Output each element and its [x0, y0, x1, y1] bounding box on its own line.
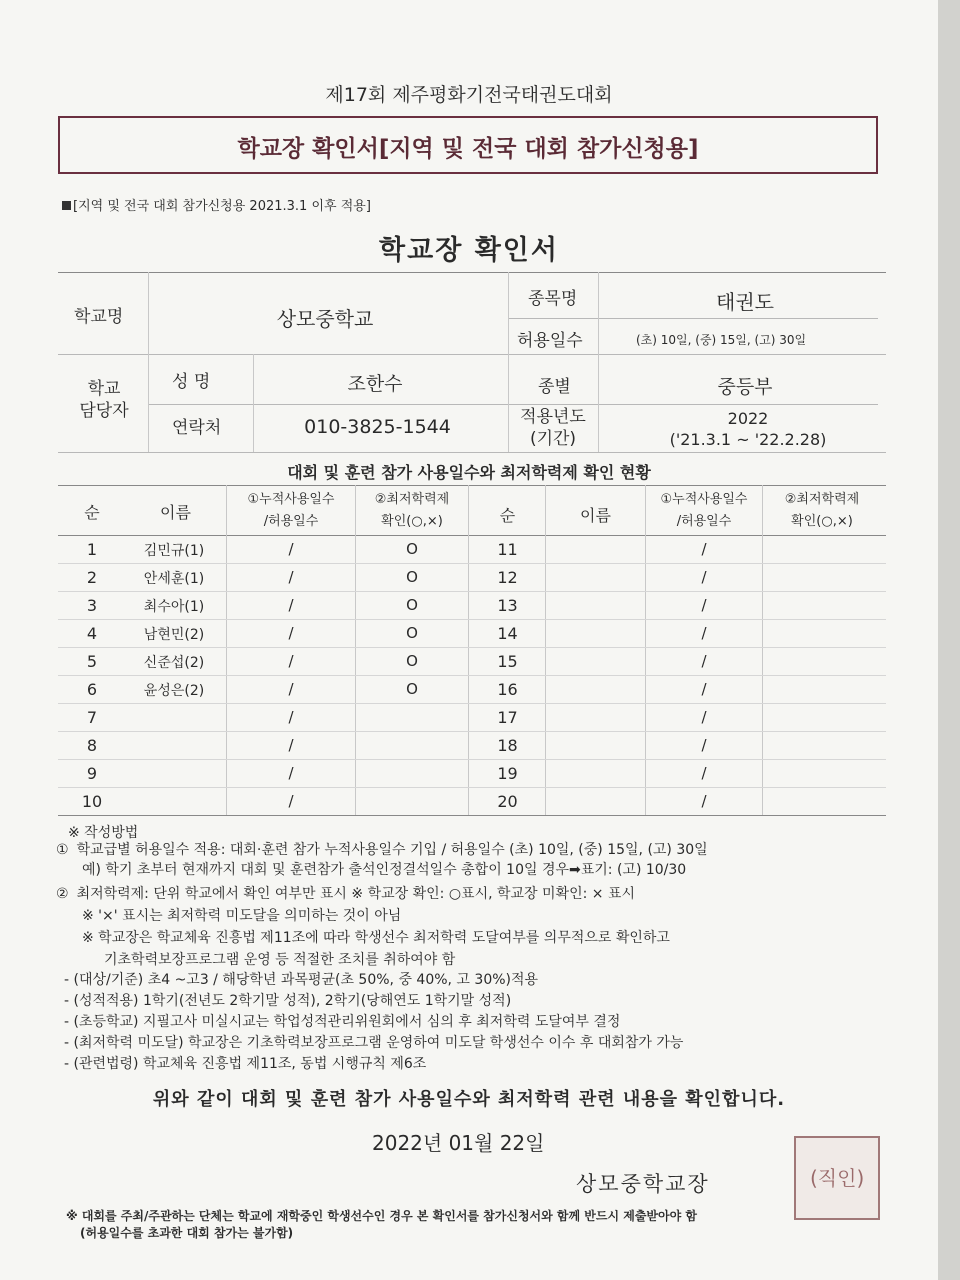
- school-manager-label: 학교 담당자: [79, 379, 129, 421]
- roster-cell-no: 19: [497, 764, 518, 783]
- division-label: 종별: [538, 377, 571, 397]
- principal-signature-line: 상모중학교장: [576, 1172, 710, 1196]
- header-no-left: 순: [84, 503, 100, 522]
- roster-cell-no: 8: [86, 736, 98, 755]
- roster-cell-days: /: [701, 680, 707, 698]
- roster-cell-days: /: [701, 568, 707, 586]
- roster-cell-no: 18: [497, 736, 518, 755]
- roster-cell-days: /: [701, 596, 707, 614]
- roster-cell-days: /: [701, 652, 707, 670]
- header-days-left: ①누적사용일수 /허용일수: [247, 492, 335, 529]
- sport-label: 종목명: [528, 289, 578, 309]
- roster-cell-check: O: [406, 568, 418, 586]
- roster-cell-no: 5: [86, 652, 98, 671]
- contact-value: 010-3825-1544: [304, 416, 451, 438]
- roster-cell-days: /: [288, 652, 294, 670]
- applicable-year-value: 2022 ('21.3.1 ~ '22.2.28): [669, 409, 827, 449]
- roster-cell-no: 12: [497, 568, 518, 587]
- notes-title: ※ 작성방법: [68, 825, 139, 841]
- roster-cell-no: 3: [86, 596, 98, 615]
- roster-cell-no: 10: [81, 792, 103, 811]
- roster-cell-days: /: [288, 540, 294, 558]
- roster-cell-days: /: [701, 792, 707, 810]
- note-1: ① 학교급별 허용일수 적용: 대회·훈련 참가 누적사용일수 기입 / 허용일수 (초) 10일, (중) 15일, (고) 30일 예) 학기 초부터 현재까지 대회 및 훈련참가 출석인정결석일수 총합이 10일 경우➡표기: (고) 10/30: [56, 842, 708, 878]
- roster-cell-name: 남현민(2): [143, 627, 205, 643]
- roster-cell-days: /: [288, 736, 294, 754]
- roster-cell-no: 13: [497, 596, 518, 615]
- roster-cell-days: /: [288, 680, 294, 698]
- school-name-value: 상모중학교: [276, 307, 374, 331]
- divider: [226, 485, 227, 815]
- roster-cell-days: /: [701, 540, 707, 558]
- official-seal: (직인): [794, 1136, 880, 1220]
- row-divider: [58, 787, 886, 788]
- roster-cell-no: 17: [497, 708, 518, 727]
- row-divider: [58, 675, 886, 676]
- application-note: [지역 및 전국 대회 참가신청용 2021.3.1 이후 적용]: [62, 195, 371, 214]
- row-divider: [58, 703, 886, 704]
- divider: [58, 354, 886, 355]
- roster-cell-days: /: [288, 596, 294, 614]
- issue-date: 2022년 01월 22일: [372, 1131, 545, 1155]
- roster-cell-check: O: [406, 680, 418, 698]
- confirmation-statement: 위와 같이 대회 및 훈련 참가 사용일수와 최저학력 관련 내용을 확인합니다.: [152, 1089, 786, 1110]
- roster-cell-no: 1: [86, 540, 98, 559]
- roster-cell-no: 4: [86, 624, 98, 643]
- divider: [762, 485, 763, 815]
- roster-cell-days: /: [288, 792, 294, 810]
- document-title: 학교장 확인서[지역 및 전국 대회 참가신청용]: [237, 136, 699, 162]
- divider: [355, 485, 356, 815]
- divider: [545, 485, 546, 815]
- divider: [148, 272, 149, 452]
- divider: [58, 815, 886, 816]
- row-divider: [58, 563, 886, 564]
- circled-one-icon: ①: [56, 842, 69, 858]
- header-no-right: 순: [499, 506, 516, 525]
- form-heading: 학교장 확인서: [379, 235, 559, 266]
- allowed-days-label: 허용일수: [517, 331, 583, 351]
- section-heading: 대회 및 훈련 참가 사용일수와 최저학력제 확인 현황: [287, 463, 651, 482]
- row-divider: [58, 647, 886, 648]
- circled-two-icon: ②: [56, 886, 69, 902]
- applicable-year-label: 적용년도 (기간): [520, 407, 586, 449]
- divider: [508, 318, 878, 319]
- header-academic-right: ②최저학력제 확인(○,×): [784, 492, 860, 529]
- event-title: 제17회 제주평화기전국태권도대회: [325, 84, 613, 106]
- roster-cell-name: 안세훈(1): [143, 571, 205, 587]
- header-name-left: 이름: [160, 503, 191, 522]
- roster-cell-check: O: [406, 624, 418, 642]
- roster-cell-no: 7: [86, 708, 98, 727]
- roster-cell-days: /: [701, 736, 707, 754]
- roster-cell-no: 9: [86, 764, 98, 783]
- roster-cell-check: O: [406, 540, 418, 558]
- roster-cell-no: 14: [497, 624, 518, 643]
- background-edge: [938, 0, 960, 1280]
- roster-cell-no: 16: [497, 680, 518, 699]
- school-name-label: 학교명: [74, 307, 124, 327]
- row-divider: [58, 619, 886, 620]
- roster-cell-check: O: [406, 652, 418, 670]
- title-box: [58, 116, 878, 174]
- divider: [58, 452, 886, 453]
- division-value: 중등부: [717, 376, 773, 398]
- header-days-right: ①누적사용일수 /허용일수: [660, 492, 748, 529]
- header-academic-left: ②최저학력제 확인(○,×): [374, 492, 450, 529]
- footer-note: ※ 대회를 주최/주관하는 단체는 학교에 재학중인 학생선수인 경우 본 확인서를 참가신청서와 함께 반드시 제출받아야 함 (허용일수를 초과한 대회 참가는 불가함): [66, 1209, 697, 1240]
- roster-cell-name: 최수아(1): [143, 599, 205, 615]
- roster-cell-name: 신준섭(2): [143, 655, 205, 671]
- roster-cell-days: /: [288, 568, 294, 586]
- note-2: ② 최저학력제: 단위 학교에서 확인 여부만 표시 ※ 학교장 확인: ○표시, 학교장 미확인: × 표시 ※ '×' 표시는 최저학력 미도달을 의미하는 것이 아님 ※ 학교장은 학교체육 진흥법 제11조에 따라 학생선수 최저학력 도달여부를 의무적으로 확인하고 기초학력보장프로그램 운영 등 적절한 조치를 취하여야 함: [56, 886, 670, 968]
- divider: [148, 404, 878, 405]
- manager-name-value: 조한수: [347, 373, 403, 395]
- roster-cell-no: 6: [86, 680, 98, 699]
- roster-cell-name: 윤성은(2): [143, 683, 205, 699]
- roster-cell-days: /: [701, 624, 707, 642]
- row-divider: [58, 759, 886, 760]
- roster-cell-days: /: [288, 764, 294, 782]
- divider: [468, 485, 469, 815]
- divider: [253, 354, 254, 452]
- divider: [598, 272, 599, 452]
- roster-cell-no: 11: [497, 540, 518, 559]
- roster-cell-no: 2: [86, 568, 98, 587]
- roster-cell-name: 김민규(1): [143, 543, 205, 559]
- contact-label: 연락처: [172, 418, 222, 438]
- row-divider: [58, 591, 886, 592]
- roster-cell-no: 15: [497, 652, 518, 671]
- roster-cell-days: /: [701, 708, 707, 726]
- bullet-square-icon: [62, 201, 71, 210]
- header-name-right: 이름: [580, 506, 611, 525]
- sport-value: 태권도: [716, 290, 774, 314]
- allowed-days-value: (초) 10일, (중) 15일, (고) 30일: [636, 333, 807, 347]
- roster-cell-no: 20: [497, 792, 518, 811]
- roster-cell-days: /: [288, 708, 294, 726]
- roster-cell-days: /: [701, 764, 707, 782]
- roster-cell-check: O: [406, 596, 418, 614]
- roster-cell-days: /: [288, 624, 294, 642]
- row-divider: [58, 731, 886, 732]
- criteria-list: - (대상/기준) 초4 ~고3 / 해당학년 과목평균(초 50%, 중 40%, 고 30%)적용 - (성적적용) 1학기(전년도 2학기말 성적), 2학기(당해연도 1학기말 성적) - (초등학교) 지필고사 미실시교는 학업성적관리위원회에서 심의 후 최저학력 도달여부 결정 - (최저학력 미도달) 학교장은 기초학력보장프로그램 운영하여 미도달 학생선수 이수 후 대회참가 가능 - (관련법령) 학교체육 진흥법 제11조, 동법 시행규칙 제6조: [64, 972, 684, 1072]
- divider: [58, 272, 886, 273]
- name-label: 성 명: [172, 372, 211, 392]
